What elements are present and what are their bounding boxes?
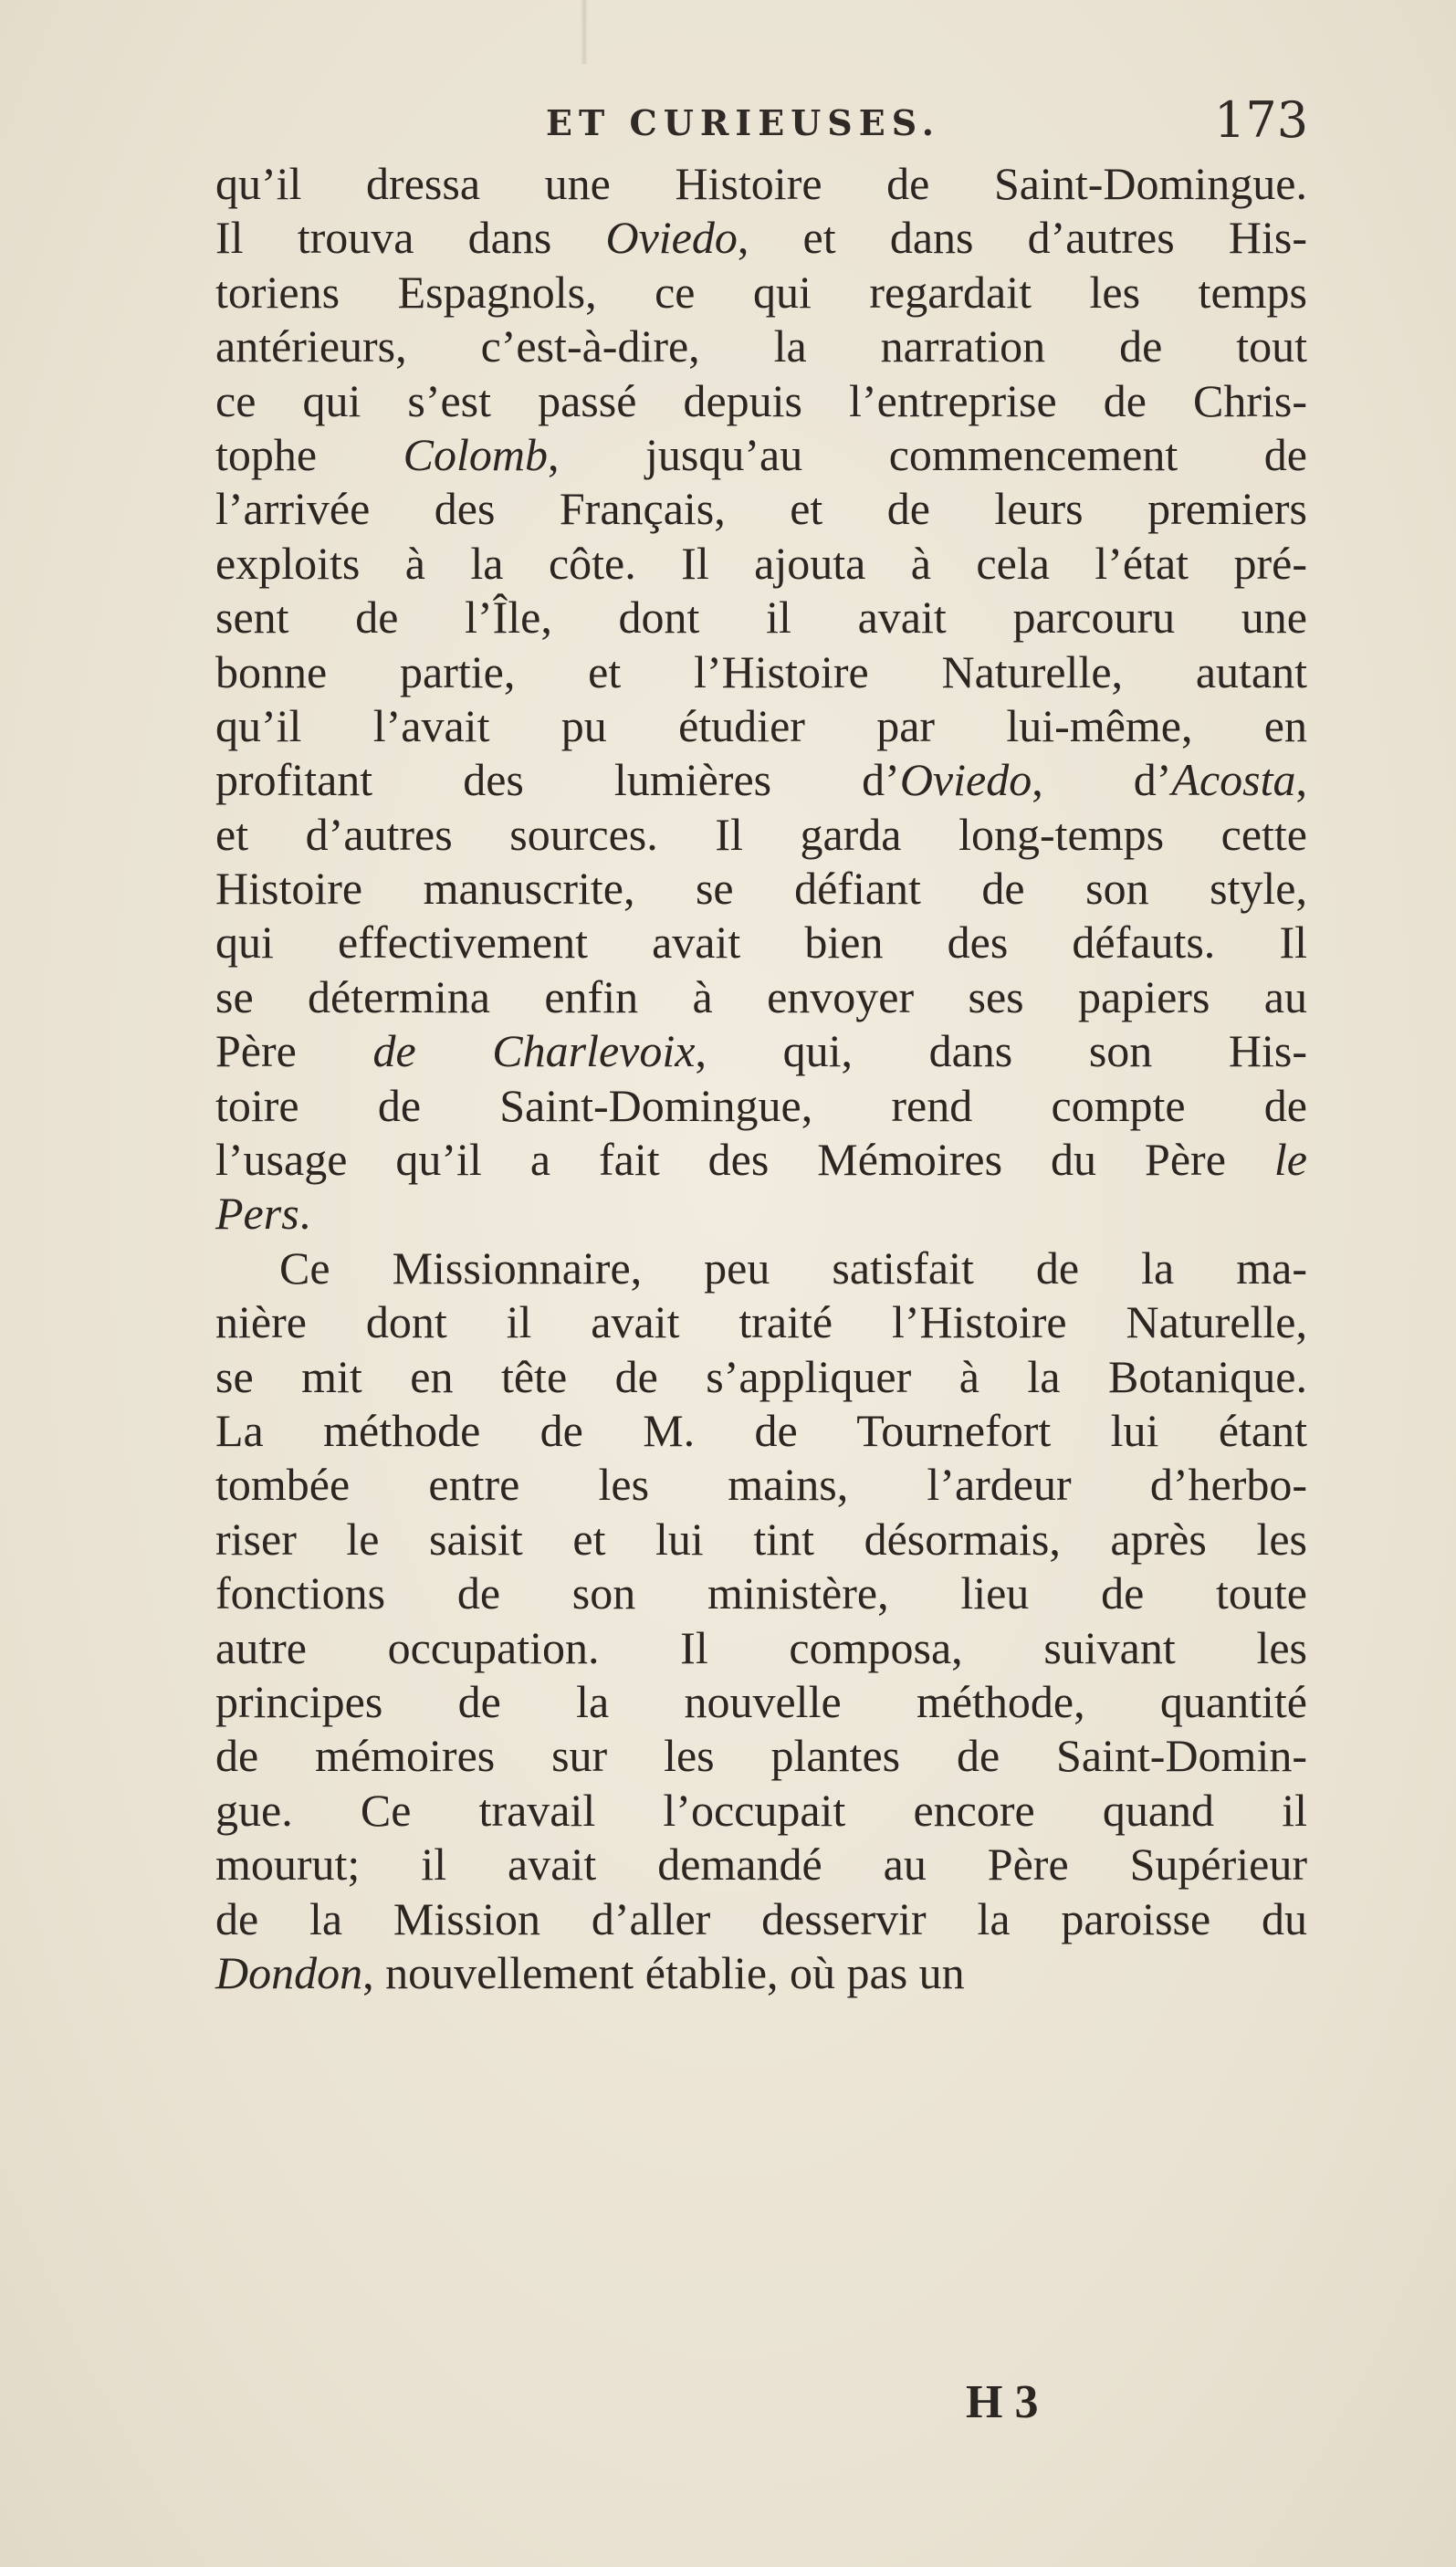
line-text: Ce Missionnaire, peu satisfait de la ma- — [279, 1242, 1307, 1294]
text-line — [215, 1242, 1307, 1295]
text-line — [215, 1892, 1307, 1946]
line-text: . — [299, 1188, 311, 1240]
line-text: , — [1295, 754, 1308, 806]
italic-text: Colomb — [403, 428, 548, 480]
text-line — [215, 1513, 1307, 1566]
line-text: , qui, dans son His- — [695, 1025, 1308, 1077]
line-text: antérieurs, c’est-à-dire, la narration de tout — [215, 320, 1307, 372]
line-text: , jusqu’au commencement de — [547, 428, 1307, 480]
text-line — [215, 537, 1307, 591]
line-text: se détermina enfin à envoyer ses papiers au — [215, 970, 1307, 1022]
line-text: qu’il l’avait pu étudier par lui-même, en — [215, 699, 1307, 751]
page-number: 173 — [1214, 91, 1309, 149]
text-line — [215, 753, 1307, 807]
italic-text: le — [1273, 1134, 1307, 1186]
text-line — [215, 645, 1307, 699]
line-text: de la Mission d’aller desservir la paroisse du — [215, 1892, 1307, 1944]
text-line — [215, 1838, 1307, 1891]
page-header — [0, 91, 1456, 164]
italic-text: de Charlevoix — [372, 1025, 696, 1077]
text-line — [215, 808, 1307, 862]
italic-text: Oviedo — [605, 212, 738, 264]
line-text: profitant des lumières d’ — [215, 754, 900, 806]
line-text: toire de Saint-Domingue, rend compte de — [215, 1079, 1307, 1131]
line-text: qui effectivement avait bien des défauts. Il — [215, 917, 1307, 969]
text-line — [215, 970, 1307, 1024]
text-line — [215, 428, 1307, 482]
line-text: l’arrivée des Français, et de leurs premiers — [215, 483, 1307, 535]
line-text: , d’ — [1032, 754, 1172, 806]
line-text: principes de la nouvelle méthode, quantité — [215, 1675, 1307, 1727]
text-line — [215, 1404, 1307, 1458]
running-title: ET CURIEUSES. — [546, 102, 941, 143]
text-line — [215, 157, 1307, 211]
text-line — [215, 266, 1307, 320]
line-text: La méthode de M. de Tournefort lui étant — [215, 1404, 1307, 1456]
line-text: fonctions de son ministère, lieu de toute — [215, 1567, 1307, 1619]
line-text: , et dans d’autres His- — [737, 212, 1307, 264]
text-line — [215, 1350, 1307, 1404]
text-line — [215, 374, 1307, 428]
text-line — [215, 1729, 1307, 1783]
text-line — [215, 916, 1307, 969]
line-text: , nouvellement établie, où pas un — [362, 1946, 965, 1998]
line-text: riser le saisit et lui tint désormais, après les — [215, 1513, 1307, 1565]
text-line — [215, 1458, 1307, 1512]
text-line — [215, 482, 1307, 536]
text-line — [215, 1024, 1307, 1078]
text-line — [215, 211, 1307, 265]
line-text: autre occupation. Il composa, suivant les — [215, 1621, 1307, 1673]
line-text: gue. Ce travail l’occupait encore quand il — [215, 1784, 1307, 1836]
italic-text: Oviedo — [899, 754, 1032, 806]
italic-text: Pers — [215, 1188, 299, 1240]
line-text: se mit en tête de s’appliquer à la Botanique. — [215, 1350, 1307, 1402]
page-fold-shadow — [581, 0, 588, 64]
line-text: Il trouva dans — [215, 212, 606, 264]
text-line — [215, 1133, 1307, 1187]
text-line — [215, 1946, 1307, 2000]
line-text: qu’il dressa une Histoire de Saint-Domingue. — [215, 158, 1307, 209]
line-text: mourut; il avait demandé au Père Supérieur — [215, 1839, 1307, 1891]
signature-mark: H 3 — [966, 2376, 1039, 2428]
italic-text: Acosta — [1171, 754, 1296, 806]
text-line — [215, 1295, 1307, 1349]
line-text: exploits à la côte. Il ajouta à cela l’état pré- — [215, 537, 1307, 589]
text-line — [215, 699, 1307, 753]
text-line — [215, 1187, 1307, 1241]
text-line — [215, 591, 1307, 644]
line-text: ce qui s’est passé depuis l’entreprise de Chris- — [215, 374, 1307, 426]
line-text: et d’autres sources. Il garda long-temps cette — [215, 808, 1307, 860]
line-text: l’usage qu’il a fait des Mémoires du Père — [215, 1134, 1274, 1186]
text-line — [215, 1566, 1307, 1620]
body-text — [215, 157, 1307, 2000]
text-line — [215, 1675, 1307, 1729]
line-text: bonne partie, et l’Histoire Naturelle, autant — [215, 645, 1307, 697]
line-text: tombée entre les mains, l’ardeur d’herbo- — [215, 1459, 1307, 1511]
text-line — [215, 1079, 1307, 1133]
line-text: nière dont il avait traité l’Histoire Naturelle, — [215, 1296, 1307, 1348]
italic-text: Dondon — [215, 1946, 363, 1998]
line-text: Père — [215, 1025, 373, 1077]
text-line — [215, 862, 1307, 916]
line-text: de mémoires sur les plantes de Saint-Domin- — [215, 1730, 1307, 1782]
line-text: Histoire manuscrite, se défiant de son style, — [215, 863, 1307, 915]
text-line — [215, 1784, 1307, 1838]
text-line — [215, 320, 1307, 373]
line-text: toriens Espagnols, ce qui regardait les temps — [215, 266, 1307, 318]
line-text: sent de l’Île, dont il avait parcouru une — [215, 592, 1307, 644]
line-text: tophe — [215, 428, 403, 480]
text-line — [215, 1621, 1307, 1675]
